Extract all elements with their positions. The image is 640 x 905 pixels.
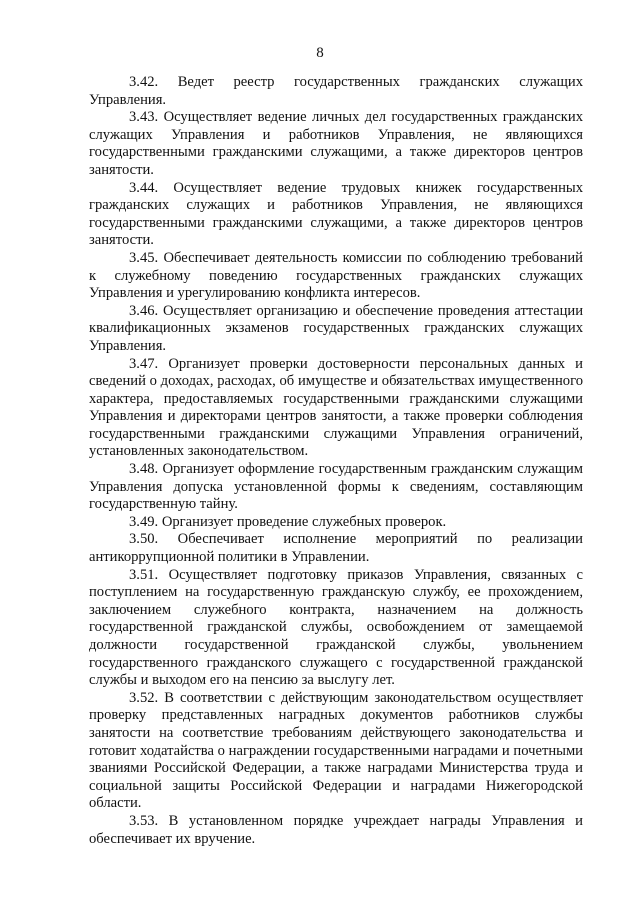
paragraph-3-48: 3.48. Организует оформление государственным гражданским служащим Управления допуска установленной формы к сведениям, составляющим государственную тайну. xyxy=(89,461,583,513)
paragraph-3-52: 3.52. В соответствии с действующим законодательством осуществляет проверку представленных наградных документов работников службы занятости на соответствие требованиям действующего законодательства и готовит ходатайства о награждении государственными наградами и почетными званиями Российской Федерации, а также наградами Министерства труда и социальной защиты Российской Федерации и наградами Нижегородской области. xyxy=(89,689,583,812)
paragraph-3-51: 3.51. Осуществляет подготовку приказов Управления, связанных с поступлением на государственную гражданскую службу, ее прохождением, заключением служебного контракта, назначением на должность государственной гражданской службы, освобождением от замещаемой должности государственной гражданской службы, увольнением государственного гражданского служащего с государственной гражданской службы и выходом его на пенсию за выслугу лет. xyxy=(89,566,583,689)
document-body xyxy=(89,74,583,848)
paragraph-3-50: 3.50. Обеспечивает исполнение мероприятий по реализации антикоррупционной политики в Управлении. xyxy=(89,531,583,566)
paragraph-3-53: 3.53. В установленном порядке учреждает награды Управления и обеспечивает их вручение. xyxy=(89,812,583,847)
paragraph-3-43: 3.43. Осуществляет ведение личных дел государственных гражданских служащих Управления и работников Управления, не являющихся государственными гражданскими служащими, а также директоров центров занятости. xyxy=(89,109,583,178)
paragraph-3-47: 3.47. Организует проверки достоверности персональных данных и сведений о доходах, расходах, об имуществе и обязательствах имущественного характера, предоставляемых государственными гражданскими служащими Управления и директорами центров занятости, а также проверки соблюдения государственными гражданскими служащими Управления ограничений, установленных законодательством. xyxy=(89,355,583,460)
paragraph-3-42: 3.42. Ведет реестр государственных гражданских служащих Управления. xyxy=(89,74,583,108)
page-number: 8 xyxy=(316,45,324,61)
paragraph-3-46: 3.46. Осуществляет организацию и обеспечение проведения аттестации квалификационных экзаменов государственных гражданских служащих Управления. xyxy=(89,302,583,354)
paragraph-3-44: 3.44. Осуществляет ведение трудовых книжек государственных гражданских служащих и работников Управления, не являющихся государственными гражданскими служащими, а также директоров центров занятости. xyxy=(89,179,583,249)
paragraph-3-45: 3.45. Обеспечивает деятельность комиссии по соблюдению требований к служебному поведению государственных гражданских служащих Управления и урегулированию конфликта интересов. xyxy=(89,249,583,302)
paragraph-3-49: 3.49. Организует проведение служебных проверок. xyxy=(129,513,447,530)
